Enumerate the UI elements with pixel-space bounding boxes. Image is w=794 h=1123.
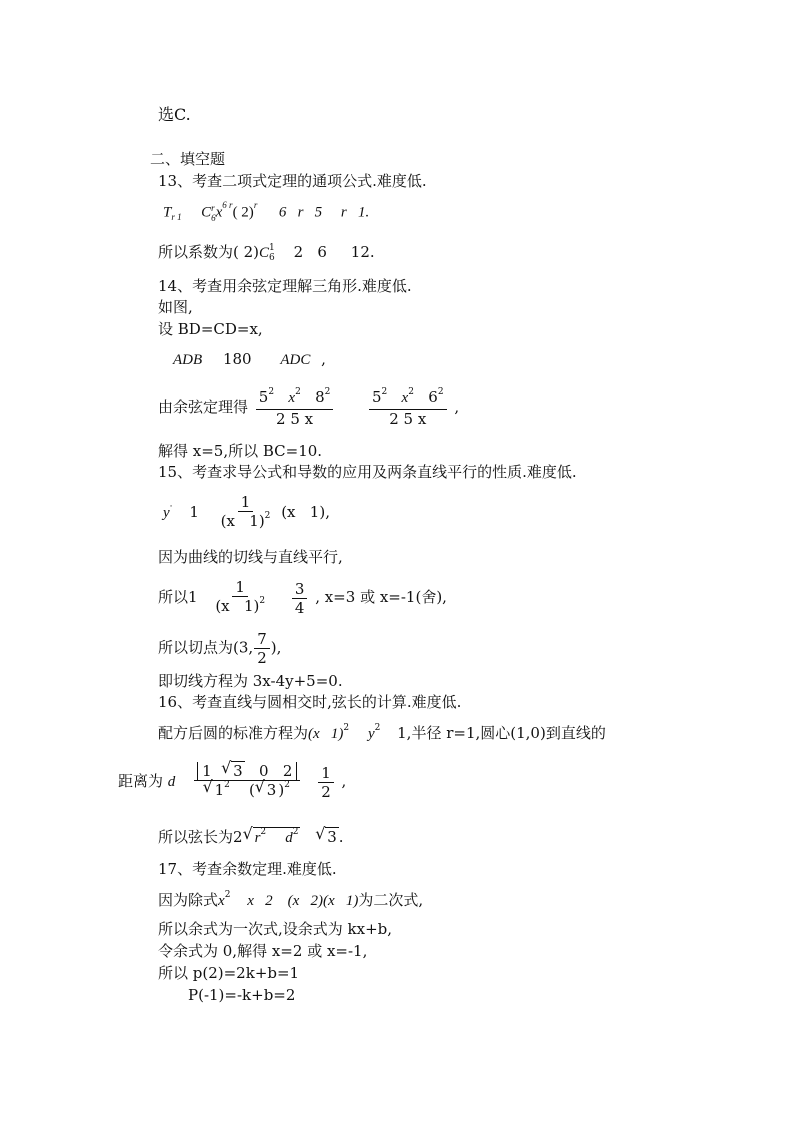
q14-result: 解得 x=5,所以 BC=10.: [158, 442, 323, 460]
q15-point-close: ),: [270, 638, 282, 657]
q16-dist-frac2: [318, 765, 334, 800]
q14-f1-n3: 8: [315, 388, 325, 406]
q13-C: C: [201, 204, 212, 221]
q15-so-den: (x 1): [215, 597, 260, 615]
q16-dist-line: [118, 758, 347, 801]
q13-title: 13、考查二项式定理的通项公式.难度低.: [158, 172, 427, 190]
q15-deriv-tail: (x 1),: [281, 503, 330, 521]
q14-f2-den: 2 5 x: [389, 410, 427, 428]
q15-so2-den: 4: [294, 598, 305, 617]
q15-point-open: (3,: [233, 638, 254, 657]
q16-f2-den: 2: [321, 782, 331, 801]
q16-num-b: 0 2: [259, 762, 293, 780]
q13-paren-sup: r: [253, 200, 258, 211]
q13-coef-C-sub: 6: [269, 253, 275, 263]
section-heading: 二、填空题: [150, 150, 226, 168]
q14-angle-1: ADB: [173, 352, 203, 368]
q14-f1-n1: 5: [258, 388, 269, 406]
q14-f2-n3: 6: [428, 388, 438, 406]
q16-chord-d: d: [285, 830, 293, 846]
q14-frac2: $\frac{5^2 x^2 6^2}{2 5 x}$: [369, 389, 447, 427]
q17-line5: P(-1)=-k+b=2: [188, 986, 296, 1004]
q13-C-sup: r: [211, 203, 215, 213]
q16-chord-prefix: 所以弦长为: [158, 828, 234, 846]
q14-angle-2: ADC: [280, 352, 311, 368]
q17-line2: 所以余式为一次式,设余式为 kx+b,: [158, 920, 393, 938]
q13-paren: ( 2): [232, 204, 254, 221]
q16-chord-tail: .: [338, 828, 344, 846]
q14-f1-den: 2 5 x: [276, 410, 314, 428]
q15-deriv-den: (x 1): [220, 512, 265, 530]
q15-deriv-frac: [218, 494, 274, 532]
q16-dist-tail: ,: [341, 772, 347, 790]
q13-formula: [163, 200, 370, 223]
q16-dist-prefix: 距离为: [118, 772, 164, 790]
q13-coef-line: [158, 243, 375, 263]
q15-so-line: [158, 579, 447, 617]
q17-div-x-sup: 2: [224, 890, 231, 900]
q16-circle-prefix: 配方后圆的标准方程为: [158, 724, 309, 742]
q16-den-c: ): [278, 781, 285, 799]
q17-div-line: [158, 891, 423, 912]
q15-one: 1: [189, 503, 199, 521]
q13-x: x: [215, 204, 223, 221]
q13-coef-C-sup: 1: [269, 243, 275, 253]
q17-line3: 令余式为 0,解得 x=2 或 x=-1,: [158, 942, 368, 960]
q15-point-frac: [254, 631, 270, 666]
q13-x-sup: 6 r: [222, 200, 233, 211]
q14-line2: 设 BD=CD=x,: [158, 320, 263, 338]
q16-num-sqrt: 3: [233, 762, 243, 780]
q13-coef-rest: 2 6 12.: [293, 243, 375, 261]
q14-f2-n2: x: [401, 390, 409, 406]
q15-parallel: 因为曲线的切线与直线平行,: [158, 548, 343, 566]
q16-circle-b: y: [367, 726, 375, 742]
q16-den-c-sup: 2: [284, 780, 290, 790]
q16-chord-d-sup: 2: [292, 827, 299, 837]
q16-circle-b-sup: 2: [374, 723, 381, 733]
q16-circle-a: (x 1): [308, 726, 344, 742]
q16-den-sqrt: 3: [266, 781, 277, 799]
q15-point-line: [158, 631, 281, 666]
q16-chord-sqrt: 3: [327, 828, 337, 846]
q17-line4: 所以 p(2)=2k+b=1: [158, 964, 300, 982]
q13-C-sub: 6: [211, 213, 216, 223]
q16-chord-two: 2: [233, 828, 243, 846]
q14-frac1: $\frac{5^2 x^2 8^2}{2 5 x}$: [256, 389, 334, 427]
q16-den-b: (: [248, 781, 255, 799]
q14-angle-tail: ,: [321, 350, 326, 368]
q15-point-prefix: 所以切点为: [158, 638, 234, 657]
q14-cos-prefix: 由余弦定理得: [158, 398, 249, 416]
q13-rest: 6 r 5 r 1.: [278, 204, 370, 221]
q15-deriv: [163, 494, 330, 532]
q13-T: T: [163, 204, 172, 221]
q14-angle-num: 180: [222, 350, 252, 368]
q16-num-a: 1: [202, 762, 212, 780]
q14-cos-tail: ,: [454, 398, 460, 416]
q16-d: d: [167, 774, 176, 790]
q13-coef-prefix: 所以系数为: [158, 243, 234, 261]
q15-so-num: 1: [232, 579, 248, 597]
q16-den-a: 1: [214, 781, 225, 799]
q15-y: y: [163, 505, 170, 521]
q15-title: 15、考查求导公式和导数的应用及两条直线平行的性质.难度低.: [158, 463, 577, 481]
q16-chord-r-sup: 2: [260, 827, 267, 837]
q16-den-a-sup: 2: [224, 780, 230, 790]
q16-title: 16、考查直线与圆相交时,弦长的计算.难度低.: [158, 693, 462, 711]
q14-f1-n2: x: [288, 390, 296, 406]
q15-so-frac2: [292, 581, 308, 616]
q14-cos-line: [158, 389, 459, 427]
q16-circle-tail: ,半径 r=1,圆心(1,0)到直线的: [406, 724, 606, 742]
q16-circle-line: [158, 724, 606, 745]
q13-coef-C: C: [259, 245, 270, 261]
q16-circle-c: 1: [397, 724, 407, 742]
q16-chord-line: 所以弦长为2 √ $r^2$ $d^2$ √ 3 .: [158, 824, 344, 846]
q16-circle-a-sup: 2: [343, 723, 350, 733]
q16-dist-frac: 1 √ 3 0 2 √ $1^2$ ( √ 3 )$^2$: [194, 763, 300, 801]
q15-deriv-den-sup: 2: [264, 511, 271, 521]
q14-title: 14、考查用余弦定理解三角形.难度低.: [158, 277, 412, 295]
q17-div-mid: x 2 (x 2)(x 1): [247, 893, 359, 909]
q13-coef-paren: ( 2): [233, 243, 260, 261]
q17-div-prefix: 因为除式: [158, 891, 219, 909]
q14-angle: [173, 350, 326, 369]
q14-line1: 如图,: [158, 298, 193, 316]
q17-div-x: x: [218, 893, 225, 909]
q15-so-den-sup: 2: [259, 596, 266, 606]
q17-div-tail: 为二次式,: [358, 891, 424, 909]
q15-point-den: 2: [257, 649, 267, 667]
q13-T-sub: r 1: [171, 212, 182, 223]
q15-so-frac: [212, 579, 268, 617]
q15-tangent: 即切线方程为 3x-4y+5=0.: [158, 672, 343, 690]
q15-so-prefix: 所以1: [158, 588, 198, 606]
q15-point-num: 7: [254, 631, 270, 649]
q15-prime: ·: [169, 502, 173, 512]
q15-so2-num: 3: [292, 581, 308, 599]
q15-so-tail: , x=3 或 x=-1(舍),: [315, 588, 447, 606]
q16-chord-r: r: [254, 830, 261, 846]
q17-title: 17、考查余数定理.难度低.: [158, 860, 337, 878]
q16-f2-num: 1: [318, 765, 334, 783]
q15-deriv-num: 1: [238, 494, 254, 512]
answer-choice: 选C.: [158, 105, 191, 124]
q14-f2-n1: 5: [371, 388, 382, 406]
